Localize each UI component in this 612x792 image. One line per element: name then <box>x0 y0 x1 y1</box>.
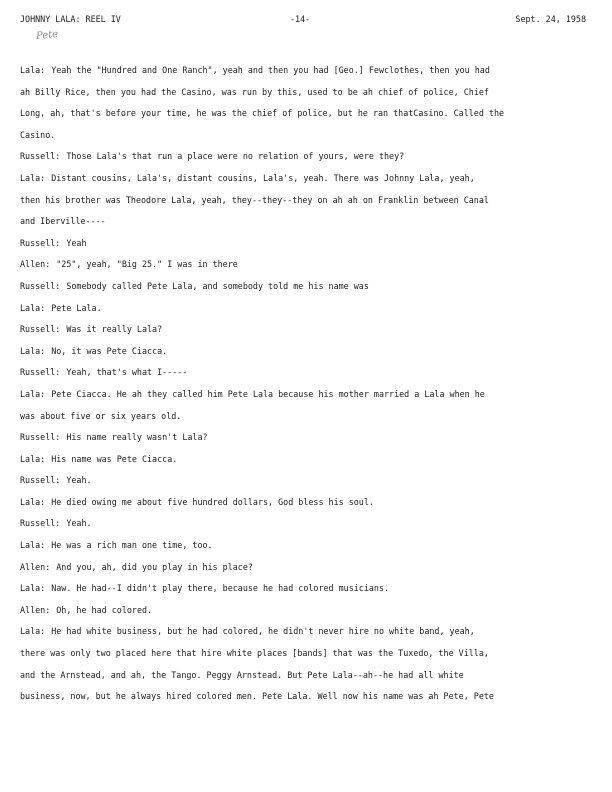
utterance-text: Yeah, that's what I----- <box>66 367 188 378</box>
utterance-text: And you, ah, did you play in his place? <box>56 561 253 572</box>
transcript-line <box>20 129 580 151</box>
utterance-text: His name really wasn't Lala? <box>66 432 208 443</box>
header-reel-title: JOHNNY LALA: REEL IV <box>20 14 121 24</box>
transcript-line <box>20 366 580 388</box>
speaker-label: Russell: <box>20 280 61 291</box>
utterance-text: and the Arnstead, and ah, the Tango. Peggy Arnstead. But Pete Lala--ah--he had all white <box>20 669 464 680</box>
speaker-label: Russell: <box>20 518 61 529</box>
transcript-line <box>20 237 580 259</box>
speaker-label: Allen: <box>20 259 51 270</box>
transcript-line <box>20 302 580 324</box>
transcript-line <box>20 669 580 691</box>
speaker-label: Russell: <box>20 367 61 378</box>
transcript-body <box>20 64 580 712</box>
speaker-label: Lala: <box>20 172 46 183</box>
transcript-line <box>20 474 580 496</box>
utterance-text: Yeah. <box>66 518 92 529</box>
transcript-line <box>20 690 580 712</box>
transcript-line <box>20 323 580 345</box>
transcript-line <box>20 107 580 129</box>
transcript-line <box>20 561 580 583</box>
speaker-label: Russell: <box>20 237 61 248</box>
speaker-label: Lala: <box>20 496 46 507</box>
transcript-line <box>20 410 580 432</box>
utterance-text: Somebody called Pete Lala, and somebody told me his name was <box>66 280 369 291</box>
speaker-label: Lala: <box>20 388 46 399</box>
utterance-text: Long, ah, that's before your time, he was the chief of police, but he ran thatCasino. Called the <box>20 108 505 119</box>
transcript-line <box>20 280 580 302</box>
utterance-text: Distant cousins, Lala's, distant cousins, Lala's, yeah. There was Johnny Lala, yeah, <box>51 172 475 183</box>
speaker-label: Allen: <box>20 604 51 615</box>
speaker-label: Lala: <box>20 302 46 313</box>
speaker-label: Lala: <box>20 65 46 75</box>
transcript-line <box>20 194 580 216</box>
utterance-text: No, it was Pete Ciacca. <box>51 345 168 356</box>
transcript-line <box>20 431 580 453</box>
utterance-text: there was only two placed here that hire white places [bands] that was the Tuxedo, the Villa, <box>20 648 489 659</box>
transcript-line <box>20 388 580 410</box>
utterance-text: He was a rich man one time, too. <box>51 540 213 551</box>
transcript-line <box>20 647 580 669</box>
transcript-line <box>20 215 580 237</box>
speaker-label: Russell: <box>20 324 61 335</box>
utterance-text: Naw. He had--I didn't play there, because he had colored musicians. <box>51 583 390 594</box>
transcript-line <box>20 625 580 647</box>
transcript-line <box>20 64 580 86</box>
utterance-text: ah Billy Rice, then you had the Casino, was run by this, used to be ah chief of police, Chief <box>20 86 489 97</box>
utterance-text: was about five or six years old. <box>20 410 182 421</box>
transcript-line <box>20 150 580 172</box>
speaker-label: Lala: <box>20 583 46 594</box>
transcript-line <box>20 539 580 561</box>
utterance-text: Oh, he had colored. <box>56 604 153 615</box>
handwritten-annotation: Pete <box>35 28 59 43</box>
speaker-label: Lala: <box>20 345 46 356</box>
page-number: -14- <box>290 14 311 24</box>
header-date: Sept. 24, 1958 <box>515 14 586 24</box>
utterance-text: Those Lala's that run a place were no relation of yours, were they? <box>66 151 405 162</box>
utterance-text: He died owing me about five hundred dollars, God bless his soul. <box>51 496 374 507</box>
transcript-line <box>20 496 580 518</box>
utterance-text: and Iberville---- <box>20 216 106 227</box>
utterance-text: Yeah <box>66 237 87 248</box>
transcript-line <box>20 604 580 626</box>
transcript-line <box>20 453 580 475</box>
speaker-label: Russell: <box>20 475 61 486</box>
utterance-text: business, now, but he always hired colored men. Pete Lala. Well now his name was ah Pete, Pete <box>20 691 494 702</box>
utterance-text: His name was Pete Ciacca. <box>51 453 178 464</box>
page-header <box>20 14 586 28</box>
utterance-text: Pete Ciacca. He ah they called him Pete Lala because his mother married a Lala when he <box>51 388 485 399</box>
utterance-text: "25", yeah, "Big 25." I was in there <box>56 259 238 270</box>
speaker-label: Allen: <box>20 561 51 572</box>
utterance-text: Pete Lala. <box>51 302 102 313</box>
utterance-text: Was it really Lala? <box>66 324 163 335</box>
speaker-label: Lala: <box>20 540 46 551</box>
utterance-text: then his brother was Theodore Lala, yeah, they--they--they on ah ah on Franklin between Canal <box>20 194 489 205</box>
transcript-line <box>20 517 580 539</box>
speaker-label: Russell: <box>20 151 61 162</box>
speaker-label: Russell: <box>20 432 61 443</box>
transcript-line <box>20 86 580 108</box>
speaker-label: Lala: <box>20 453 46 464</box>
utterance-text: Yeah. <box>66 475 92 486</box>
speaker-label: Lala: <box>20 626 46 637</box>
transcript-line <box>20 345 580 367</box>
transcript-line <box>20 258 580 280</box>
utterance-text: Yeah the "Hundred and One Ranch", yeah and then you had [Geo.] Fewclothes, then you had <box>51 65 490 75</box>
utterance-text: Casino. <box>20 129 56 140</box>
transcript-line <box>20 172 580 194</box>
transcript-line <box>20 582 580 604</box>
utterance-text: He had white business, but he had colored, he didn't never hire no white band, yeah, <box>51 626 475 637</box>
